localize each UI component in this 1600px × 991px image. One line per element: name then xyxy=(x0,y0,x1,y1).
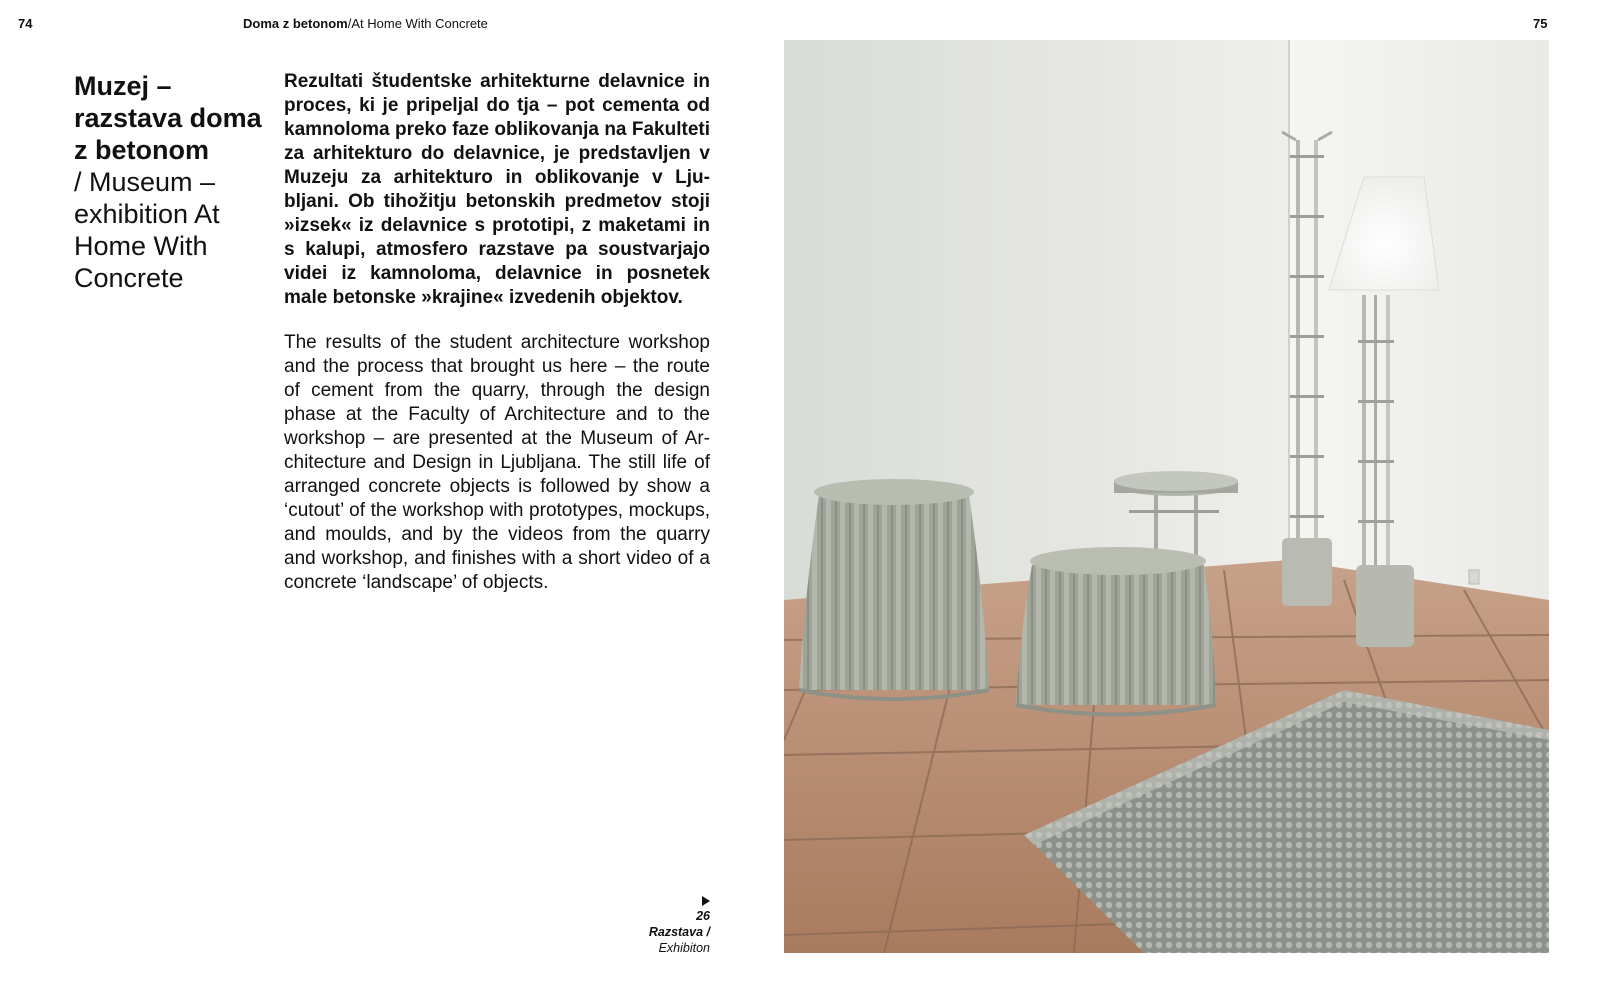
figure-caption xyxy=(649,896,710,956)
draped-table-center xyxy=(1016,547,1216,715)
caption-number: 26 xyxy=(696,909,710,923)
caption-label-en: Exhibiton xyxy=(658,941,710,955)
running-head-title-en: /At Home With Concrete xyxy=(347,16,488,31)
section-title-en: / Museum – exhibition At Home With Concrete xyxy=(74,167,220,293)
wall-outlet xyxy=(1469,570,1479,584)
running-head xyxy=(243,16,488,31)
caption-label-sl: Razstava / xyxy=(648,925,710,939)
exhibition-photo xyxy=(784,40,1549,953)
running-head-title-sl: Doma z betonom xyxy=(243,16,348,31)
page-number-right: 75 xyxy=(1533,16,1548,31)
section-title xyxy=(74,70,274,294)
draped-table-left xyxy=(799,479,989,699)
body-text-english: The results of the student architecture workshop and the process that brought us here – the route of cement from the quarry, through the design phase at the Faculty of Architecture and to the workshop – are presented at the Museum of Architecture and Design in Ljubljana. The still life of arranged concrete objects is followed by show a ‘cutout’ of the workshop with prototypes, mockups, and moulds, and by the videos from the quarry and workshop, and finishes with a short video of a concrete ‘landscape’ of objects. xyxy=(284,332,710,593)
body-text-slovene: Rezultati študentske arhitekturne delavnice in proces, ki je pripeljal do tja – pot cementa od kamnoloma preko faze oblikovanja na Fakulteti za arhitekturo do delavnice, je predstavljen v Muzeju za arhitekturo in oblikovanje v Ljubljani. Ob tihožitju betonskih predmetov stoji »izsek« iz delavnice s prototipi, z maketami in s kalupi, atmosfero razstave pa soustvarjajo videi iz kamnoloma, delavnice in posnetek male betonske »krajine« izvedenih objektov. xyxy=(284,71,710,308)
page-number-left: 74 xyxy=(18,16,33,31)
play-arrow-icon xyxy=(702,896,710,906)
section-title-sl: Muzej – razstava doma z betonom xyxy=(74,71,262,165)
exhibition-photo-illustration xyxy=(784,40,1549,953)
